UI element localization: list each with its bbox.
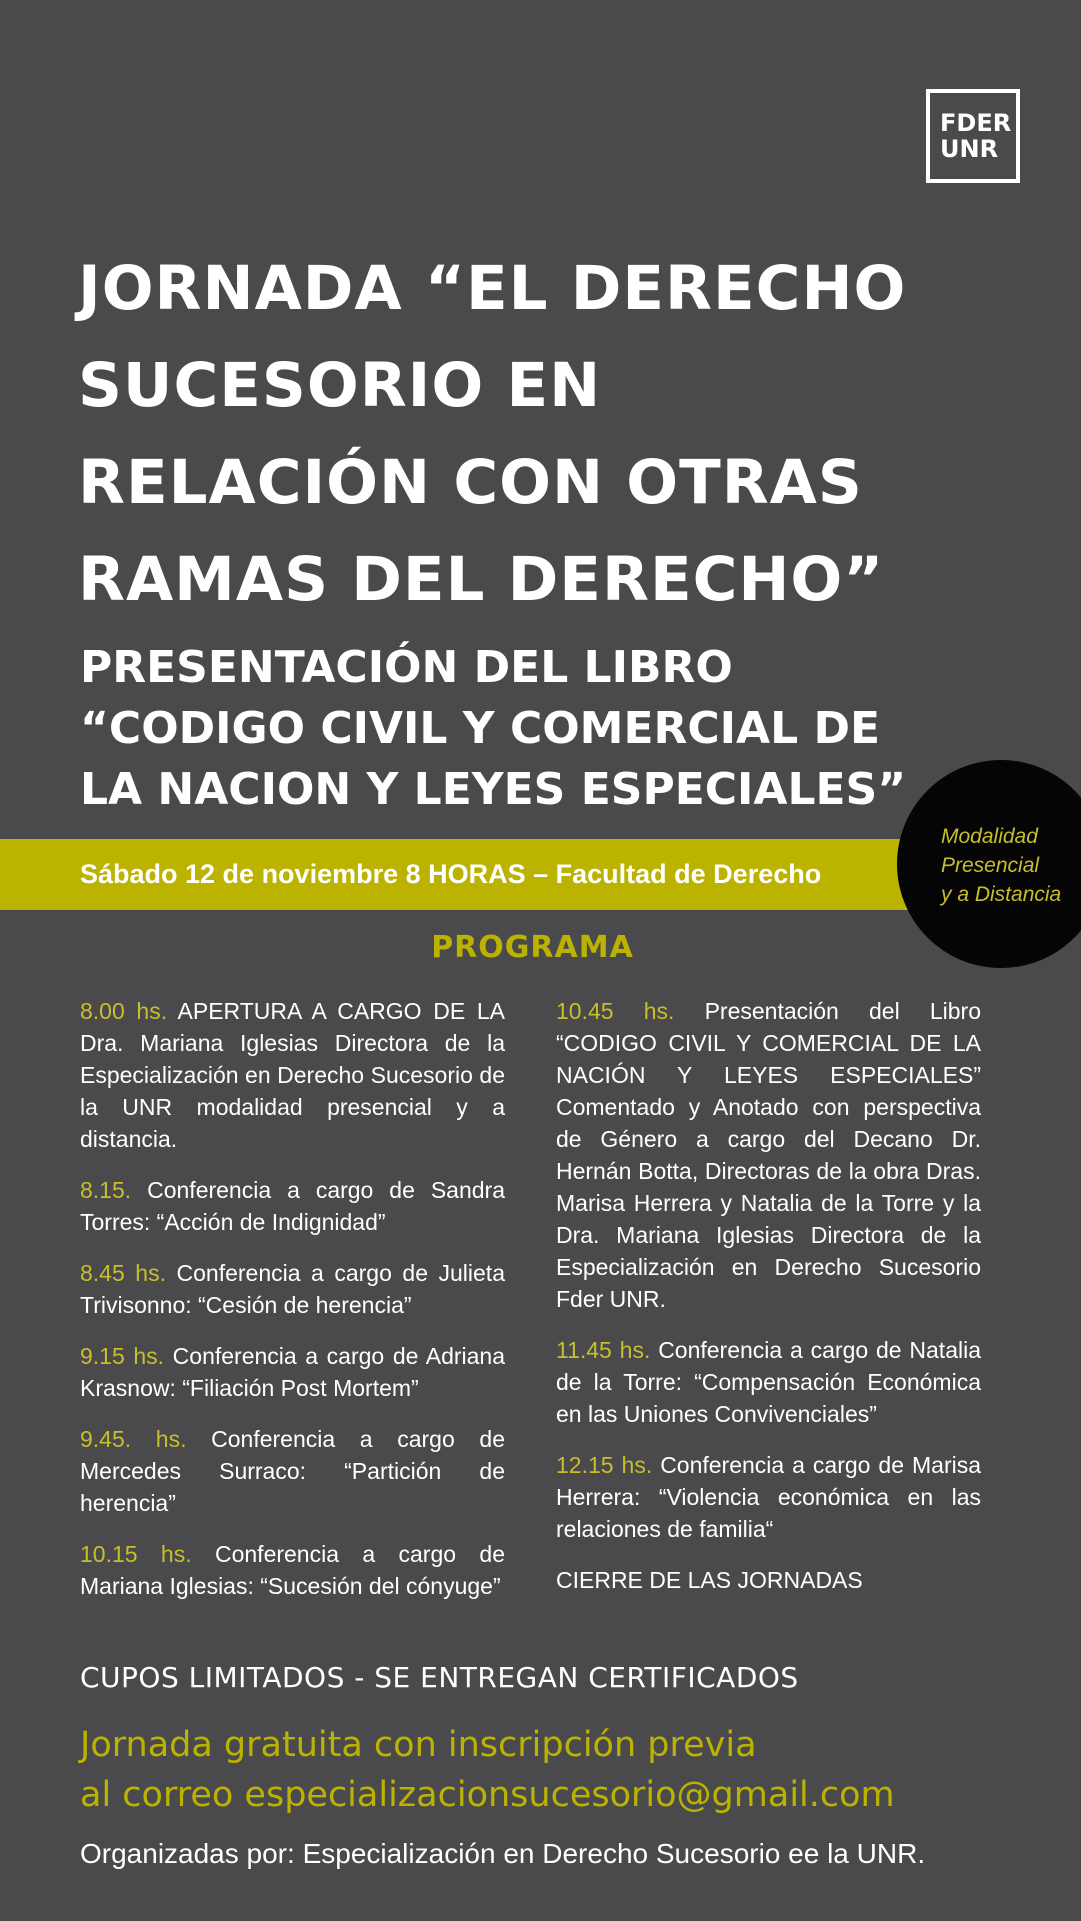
title-line: SUCESORIO EN xyxy=(78,350,602,421)
registration-info xyxy=(80,1720,1060,1820)
program-text: Conferencia a cargo de Mercedes Surraco: “Partición de herencia” xyxy=(80,1426,505,1516)
program-time: 12.15 hs. xyxy=(556,1452,653,1478)
program-text: Presentación del Libro “CODIGO CIVIL Y COMERCIAL DE LA NACIÓN Y LEYES ESPECIALES” Comentado y Anotado con perspectiva de Género a cargo del Decano Dr. Hernán Botta, Directoras de la obra Dras. Marisa Herrera y Natalia de la Torre y la Dra. Mariana Iglesias Directora de la Especialización en Derecho Sucesorio Fder UNR. xyxy=(556,998,981,1312)
fder-unr-logo xyxy=(926,89,1020,183)
closing-text: CIERRE DE LAS JORNADAS xyxy=(556,1567,863,1593)
organizers-text: Organizadas por: Especialización en Derecho Sucesorio ee la UNR. xyxy=(80,1838,926,1869)
title-line: JORNADA “EL DERECHO xyxy=(78,253,907,324)
program-text: Conferencia a cargo de Marisa Herrera: “Violencia económica en las relaciones de familia“ xyxy=(556,1452,981,1542)
title-line: RELACIÓN CON OTRAS xyxy=(78,447,863,518)
modalidad-line: Modalidad xyxy=(941,825,1038,848)
subtitle-line: PRESENTACIÓN DEL LIBRO xyxy=(80,642,733,693)
modalidad-line: y a Distancia xyxy=(941,883,1062,906)
subtitle-line: LA NACION Y LEYES ESPECIALES” xyxy=(80,764,907,815)
program-text: Conferencia a cargo de Sandra Torres: “Acción de Indignidad” xyxy=(80,1177,505,1235)
program-item xyxy=(80,995,505,1155)
program-time: 8.00 hs. xyxy=(80,998,168,1024)
registration-line: Jornada gratuita con inscripción previa xyxy=(80,1725,757,1765)
program-time: 10.45 hs. xyxy=(556,998,675,1024)
subtitle-line: “CODIGO CIVIL Y COMERCIAL DE xyxy=(80,703,881,754)
cupos-notice: CUPOS LIMITADOS - SE ENTREGAN CERTIFICADOS xyxy=(80,1661,799,1694)
programa-heading: PROGRAMA xyxy=(431,930,634,965)
program-item xyxy=(80,1257,505,1321)
event-title xyxy=(78,240,978,628)
program-time: 9.15 hs. xyxy=(80,1343,165,1369)
program-text: Conferencia a cargo de Julieta Trivisonno: “Cesión de herencia” xyxy=(80,1260,505,1318)
logo-line-1: FDER xyxy=(940,109,1012,137)
program-text: Conferencia a cargo de Adriana Krasnow: “Filiación Post Mortem” xyxy=(80,1343,506,1401)
program-item xyxy=(80,1174,505,1238)
program-time: 9.45. hs. xyxy=(80,1426,187,1452)
program-item xyxy=(80,1340,505,1404)
book-presentation-subtitle xyxy=(80,637,940,820)
logo-line-2: UNR xyxy=(940,135,999,163)
program-time: 8.45 hs. xyxy=(80,1260,166,1286)
program-time: 11.45 hs. xyxy=(556,1337,651,1363)
program-item xyxy=(556,1449,981,1545)
date-location-text: Sábado 12 de noviembre 8 HORAS – Facultad de Derecho xyxy=(80,859,822,889)
program-right-column xyxy=(556,995,981,1615)
program-text: Conferencia a cargo de Mariana Iglesias: “Sucesión del cónyuge” xyxy=(80,1541,505,1599)
registration-line: al correo especializacionsucesorio@gmail.com xyxy=(80,1775,895,1815)
modalidad-text xyxy=(941,822,1081,909)
program-item xyxy=(556,1334,981,1430)
program-time: 10.15 hs. xyxy=(80,1541,192,1567)
program-left-column xyxy=(80,995,505,1621)
program-item xyxy=(556,995,981,1315)
modalidad-line: Presencial xyxy=(941,854,1040,877)
program-item xyxy=(80,1538,505,1602)
title-line: RAMAS DEL DERECHO” xyxy=(78,544,885,615)
program-text: APERTURA A CARGO DE LA Dra. Mariana Iglesias Directora de la Especialización en Derecho Sucesorio de la UNR modalidad presencial y a distancia. xyxy=(80,998,505,1152)
program-item xyxy=(80,1423,505,1519)
program-text: Conferencia a cargo de Natalia de la Torre: “Compensación Económica en las Uniones Convivenciales” xyxy=(556,1337,981,1427)
program-time: 8.15. xyxy=(80,1177,132,1203)
